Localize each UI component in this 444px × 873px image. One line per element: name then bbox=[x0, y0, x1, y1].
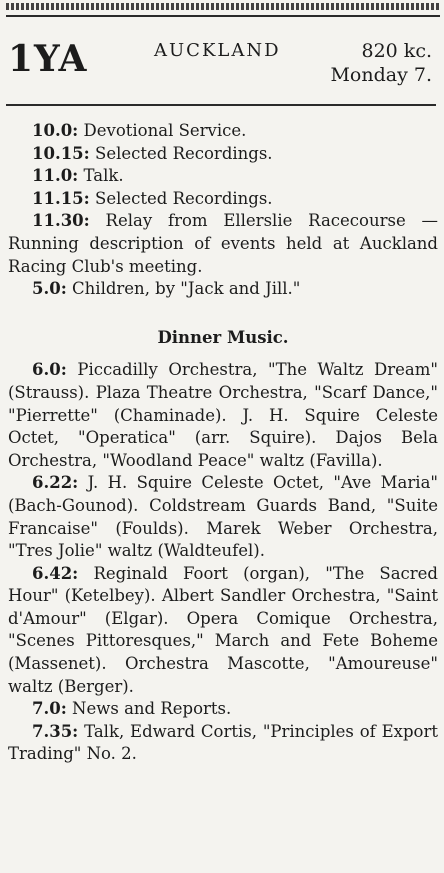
entry-text: News and Reports. bbox=[66, 699, 232, 719]
station-city: AUCKLAND bbox=[154, 40, 281, 61]
entry-time: 10.0: bbox=[32, 121, 79, 140]
entry-text: Piccadilly Orchestra, "The Waltz Dream" (Strauss). Plaza Theatre Orchestra, "Scarf Dance," "Pierrette" (Chaminade). J. H. Squire Celeste Octet, "Operatica" (arr. Squire). Dajos Bela Orchestra, "Woodland Peace" waltz (Favilla). bbox=[8, 360, 438, 470]
entry-time: 10.15: bbox=[32, 143, 90, 163]
entry-time: 7.0: bbox=[32, 699, 67, 719]
top-rule bbox=[6, 15, 440, 17]
broadcast-day: Monday 7. bbox=[330, 64, 432, 86]
programme-entry bbox=[8, 698, 438, 721]
entry-time: 11.30: bbox=[32, 211, 90, 231]
programme-entry bbox=[8, 359, 438, 472]
entry-time: 11.15: bbox=[32, 188, 90, 208]
station-header bbox=[8, 36, 436, 98]
entry-text: Selected Recordings. bbox=[89, 143, 273, 163]
section-heading: Dinner Music. bbox=[157, 327, 289, 347]
morning-programme bbox=[8, 120, 438, 301]
entry-time: 7.35: bbox=[32, 721, 79, 741]
programme-entry bbox=[8, 210, 438, 278]
programme-entry bbox=[8, 188, 438, 211]
entry-text: Children, by "Jack and Jill." bbox=[66, 279, 301, 299]
top-dotted-rule bbox=[6, 3, 440, 10]
programme-entry bbox=[8, 143, 438, 166]
entry-time: 6.22: bbox=[32, 473, 79, 493]
entry-time: 11.0: bbox=[32, 166, 79, 186]
entry-text: Selected Recordings. bbox=[89, 188, 273, 208]
entry-text: Devotional Service. bbox=[78, 121, 247, 140]
entry-time: 6.0: bbox=[32, 360, 67, 380]
entry-text: Talk. bbox=[78, 166, 124, 186]
programme-entry bbox=[8, 165, 438, 188]
header-rule bbox=[6, 104, 436, 106]
entry-text: J. H. Squire Celeste Octet, "Ave Maria" (Bach-Gounod). Coldstream Guards Band, "Suite Francaise" (Foulds). Marek Weber Orchestra, "Tres Jolie" waltz (Waldteufel). bbox=[8, 473, 438, 561]
station-call-sign: 1YA bbox=[8, 38, 88, 80]
programme-entry bbox=[8, 278, 438, 301]
entry-time: 6.42: bbox=[32, 563, 79, 583]
entry-text: Talk, Edward Cortis, "Principles of Export Trading" No. 2. bbox=[8, 721, 438, 764]
programme-entry bbox=[8, 721, 438, 766]
programme-entry bbox=[8, 563, 438, 699]
entry-time: 5.0: bbox=[32, 279, 67, 299]
entry-text: Reginald Foort (organ), "The Sacred Hour" (Ketelbey). Albert Sandler Orchestra, "Saint d'Amour" (Elgar). Opera Comique Orchestra, "Scenes Pittoresques," March and Fete Boheme (Massenet). Orchestra Mascotte, "Amoureuse" waltz (Berger). bbox=[8, 563, 438, 696]
programme-entry bbox=[8, 472, 438, 562]
evening-programme bbox=[8, 359, 438, 766]
station-frequency: 820 kc. bbox=[361, 40, 432, 62]
programme-listing bbox=[8, 120, 438, 766]
entry-text: Relay from Ellerslie Racecourse —Running description of events held at Auckland Racing Club's meeting. bbox=[8, 211, 438, 276]
programme-entry bbox=[8, 120, 438, 143]
